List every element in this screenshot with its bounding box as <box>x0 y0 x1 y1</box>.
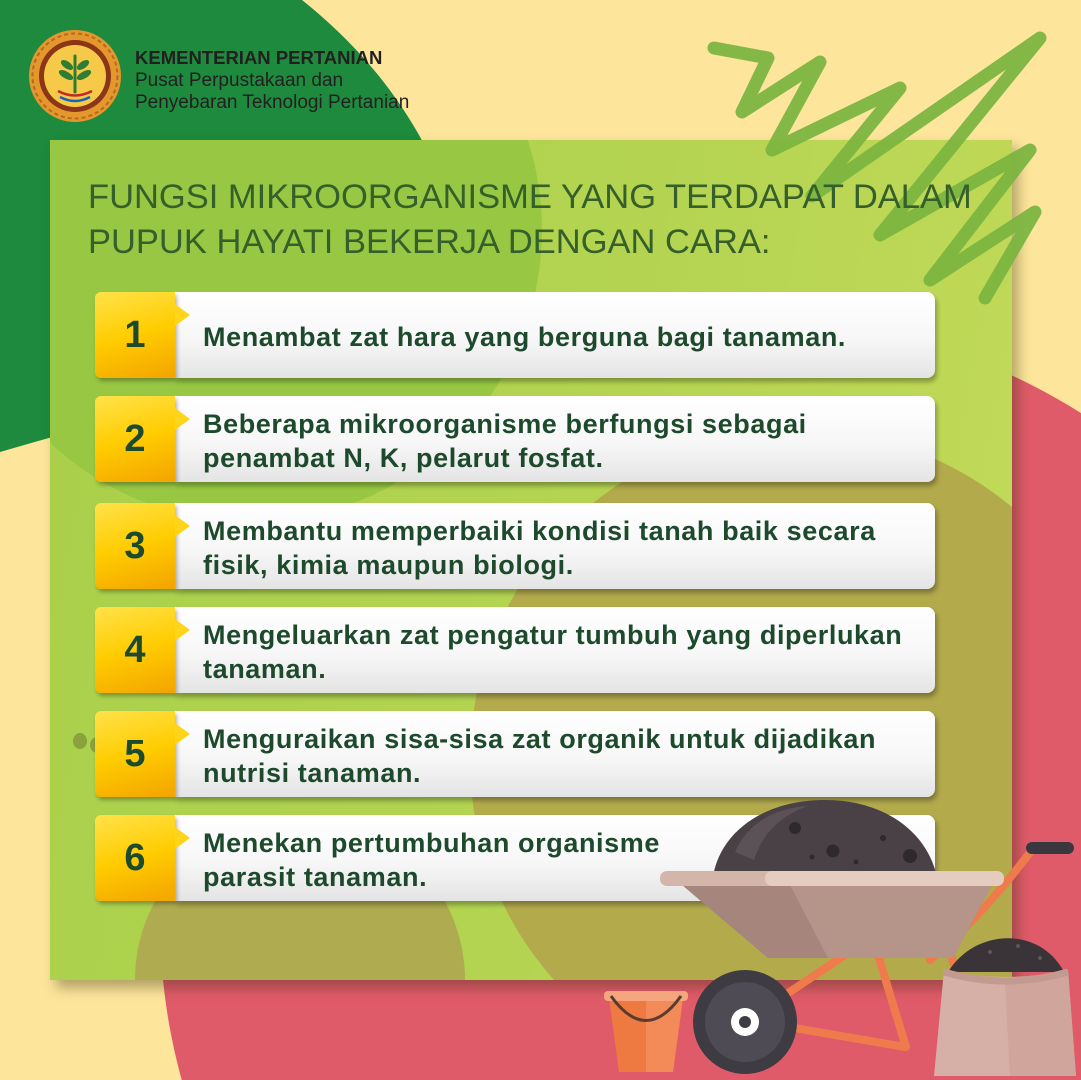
item-text <box>203 607 925 693</box>
number-badge <box>95 503 175 589</box>
title-line: FUNGSI MIKROORGANISME YANG TERDAPAT DALAM <box>88 178 972 216</box>
list-item <box>95 503 935 589</box>
item-text-line: fisik, kimia maupun biologi. <box>203 549 574 580</box>
badge-pointer <box>175 515 190 537</box>
item-number: 1 <box>124 313 146 356</box>
badge-pointer <box>175 827 190 849</box>
item-number: 2 <box>124 417 146 460</box>
item-text-line: nutrisi tanaman. <box>203 757 422 788</box>
item-number: 3 <box>124 524 146 567</box>
item-number: 4 <box>124 628 146 671</box>
badge-pointer <box>175 304 190 326</box>
item-text <box>203 292 925 378</box>
badge-pointer <box>175 408 190 430</box>
item-text-line: Menambat zat hara yang berguna bagi tanaman. <box>203 321 847 352</box>
item-text-line: parasit tanaman. <box>203 861 428 892</box>
list-item <box>95 815 935 901</box>
item-text-line: Beberapa mikroorganisme berfungsi sebagai <box>203 408 807 439</box>
kementan-logo-icon <box>28 29 122 123</box>
item-text <box>203 396 925 482</box>
item-text <box>203 503 925 589</box>
unit-line-1: Pusat Perpustakaan dan <box>135 69 344 91</box>
item-text-line: tanaman. <box>203 653 327 684</box>
title-line: PUPUK HAYATI BEKERJA DENGAN CARA: <box>88 223 771 261</box>
item-text <box>203 815 925 901</box>
list-item <box>95 607 935 693</box>
item-text-line: Mengeluarkan zat pengatur tumbuh yang diperlukan <box>203 619 903 650</box>
item-text <box>203 711 925 797</box>
org-name: KEMENTERIAN PERTANIAN <box>135 47 383 68</box>
number-badge <box>95 607 175 693</box>
item-text-line: penambat N, K, pelarut fosfat. <box>203 442 604 473</box>
item-card <box>175 711 935 797</box>
item-text-line: Menguraikan sisa-sisa zat organik untuk dijadikan <box>203 723 877 754</box>
list-item <box>95 396 935 482</box>
item-card <box>175 815 935 901</box>
item-number: 6 <box>124 836 146 879</box>
item-card <box>175 607 935 693</box>
badge-pointer <box>175 723 190 745</box>
number-badge <box>95 396 175 482</box>
organisation-header <box>135 47 409 115</box>
item-card <box>175 396 935 482</box>
item-card <box>175 292 935 378</box>
item-card <box>175 503 935 589</box>
unit-line-2: Penyebaran Teknologi Pertanian <box>135 92 410 113</box>
badge-pointer <box>175 619 190 641</box>
list-item <box>95 292 935 378</box>
item-number: 5 <box>124 732 146 775</box>
list-item <box>95 711 935 797</box>
number-badge <box>95 815 175 901</box>
item-text-line: Membantu memperbaiki kondisi tanah baik secara <box>203 515 876 546</box>
number-badge <box>95 292 175 378</box>
item-text-line: Menekan pertumbuhan organisme <box>203 827 660 858</box>
page-title <box>88 175 972 265</box>
number-badge <box>95 711 175 797</box>
